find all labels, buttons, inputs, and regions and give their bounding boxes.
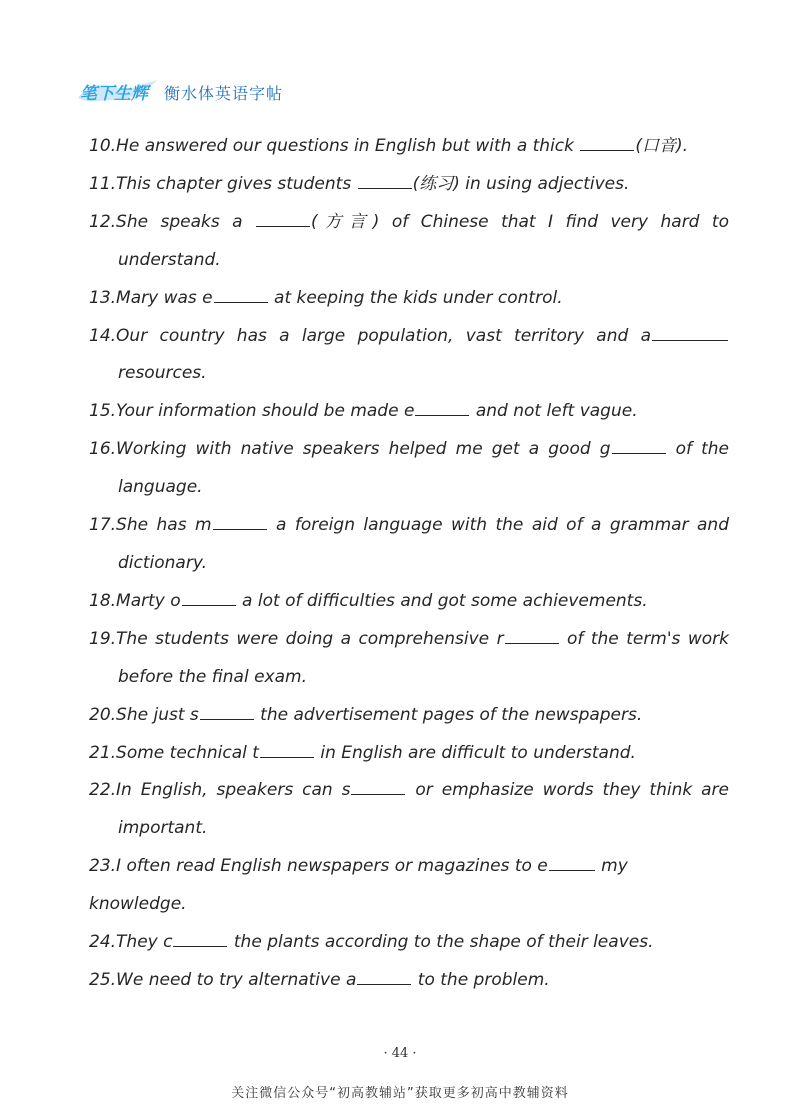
item-text-before: Your information should be made e <box>116 401 415 422</box>
item-text-before: The students were doing a comprehensive r <box>116 628 504 649</box>
item-text-before: In English, speakers can s <box>116 780 351 801</box>
item-text-after: a lot of difficulties and got some achievements. <box>236 590 648 611</box>
exercise-line <box>89 924 729 962</box>
item-number: 21. <box>89 742 117 763</box>
exercise-line <box>89 166 729 204</box>
answer-blank[interactable] <box>182 604 236 606</box>
item-continuation: before the final exam. <box>118 666 307 687</box>
item-text-before: She just s <box>116 704 199 725</box>
exercise-item <box>89 507 729 583</box>
exercise-item <box>89 393 729 431</box>
answer-blank[interactable] <box>505 642 559 644</box>
item-number: 13. <box>89 287 117 308</box>
item-text-after: the advertisement pages of the newspapers. <box>254 704 643 725</box>
exercise-line <box>89 280 729 318</box>
exercise-item <box>89 735 729 773</box>
item-text-after: or emphasize words they think are <box>406 780 729 801</box>
exercise-line <box>89 583 729 621</box>
item-text-before: He answered our questions in English but with a thick <box>116 136 580 156</box>
answer-blank[interactable] <box>260 756 314 758</box>
answer-blank[interactable] <box>213 528 267 530</box>
exercise-item <box>89 924 729 962</box>
item-text-after: to the problem. <box>412 969 550 990</box>
exercise-line <box>89 848 729 924</box>
answer-blank[interactable] <box>351 793 405 795</box>
exercise-line <box>89 431 729 469</box>
item-text-before: Marty o <box>116 590 181 611</box>
item-text-before: We need to try alternative a <box>116 969 357 990</box>
item-number: 17. <box>89 515 117 536</box>
item-number: 22. <box>89 780 117 801</box>
answer-blank[interactable] <box>214 301 268 303</box>
item-text-before: She has m <box>116 515 212 536</box>
footer-note: 关注微信公众号“初高教辅站”获取更多初高中教辅资料 <box>231 1086 569 1101</box>
item-continuation: language. <box>118 477 203 498</box>
item-number: 12. <box>89 211 117 232</box>
item-text-before: Working with native speakers helped me get a good g <box>116 439 611 460</box>
exercise-item <box>89 772 729 848</box>
item-text-before: Some technical t <box>116 742 259 763</box>
exercise-item <box>89 166 729 204</box>
item-text-before: Our country has a large population, vast territory and a <box>116 325 651 346</box>
item-text-after: of the term's work <box>559 628 729 649</box>
item-text-after: (练习) in using adjectives. <box>412 173 630 194</box>
item-text-before: They c <box>116 932 173 953</box>
item-text-after: a foreign language with the aid of a grammar and <box>267 515 729 536</box>
answer-blank[interactable] <box>358 187 412 189</box>
item-number: 15. <box>89 401 117 422</box>
item-text-after: the plants according to the shape of their leaves. <box>228 932 654 953</box>
answer-blank[interactable] <box>357 983 411 985</box>
exercise-item <box>89 697 729 735</box>
header <box>74 74 283 110</box>
item-number: 16. <box>89 439 117 460</box>
item-text-after: of the <box>666 439 729 460</box>
exercise-line <box>89 621 729 659</box>
item-text-after: at keeping the kids under control. <box>268 287 563 308</box>
exercise-line <box>89 772 729 810</box>
item-continuation: important. <box>118 818 208 839</box>
answer-blank[interactable] <box>200 718 254 720</box>
exercise-line <box>89 393 729 431</box>
item-number: 24. <box>89 932 117 953</box>
exercise-line <box>89 318 729 356</box>
item-number: 19. <box>89 628 117 649</box>
page-number: · 44 · <box>383 1046 417 1061</box>
item-text-after: my knowledge. <box>89 856 628 915</box>
item-text-before: I often read English newspapers or magazines to e <box>116 856 548 877</box>
item-number: 25. <box>89 969 117 990</box>
exercise-item <box>89 128 729 166</box>
answer-blank[interactable] <box>612 452 666 454</box>
exercise-line <box>89 735 729 773</box>
answer-blank[interactable] <box>173 945 227 947</box>
item-text-before: She speaks a <box>116 211 256 232</box>
brand-title: 衡水体英语字帖 <box>164 83 284 103</box>
item-continuation: resources. <box>118 363 207 384</box>
exercise-item <box>89 318 729 394</box>
logo-text: 笔下生辉 <box>80 84 148 104</box>
exercise-line <box>89 962 729 1000</box>
item-text-before: This chapter gives students <box>116 173 357 194</box>
exercise-line <box>89 507 729 545</box>
exercise-item <box>89 431 729 507</box>
answer-blank[interactable] <box>652 339 728 341</box>
item-number: 10. <box>89 136 117 156</box>
item-text-before: Mary was e <box>116 287 213 308</box>
item-number: 11. <box>89 173 117 194</box>
exercise-item <box>89 962 729 1000</box>
item-text-after: and not left vague. <box>470 401 638 422</box>
item-number: 14. <box>89 325 117 346</box>
exercise-line <box>89 204 729 242</box>
brand-logo-icon <box>74 74 162 110</box>
exercise-item <box>89 204 729 280</box>
exercise-line <box>89 697 729 735</box>
item-continuation: dictionary. <box>118 552 207 573</box>
exercise-list <box>89 128 729 1000</box>
answer-blank[interactable] <box>549 869 595 871</box>
item-text-after: in English are difficult to understand. <box>314 742 636 763</box>
exercise-item <box>89 280 729 318</box>
item-number: 20. <box>89 704 117 725</box>
item-text-after: (口音). <box>635 136 689 156</box>
answer-blank[interactable] <box>580 149 634 151</box>
exercise-item <box>89 848 729 924</box>
item-text-after: (方言) of Chinese that I find very hard to <box>311 211 729 232</box>
item-number: 23. <box>89 856 117 877</box>
exercise-item <box>89 583 729 621</box>
exercise-line <box>89 128 729 166</box>
answer-blank[interactable] <box>415 414 469 416</box>
exercise-item <box>89 621 729 697</box>
answer-blank[interactable] <box>256 225 310 227</box>
item-number: 18. <box>89 590 117 611</box>
item-continuation: understand. <box>118 249 221 270</box>
